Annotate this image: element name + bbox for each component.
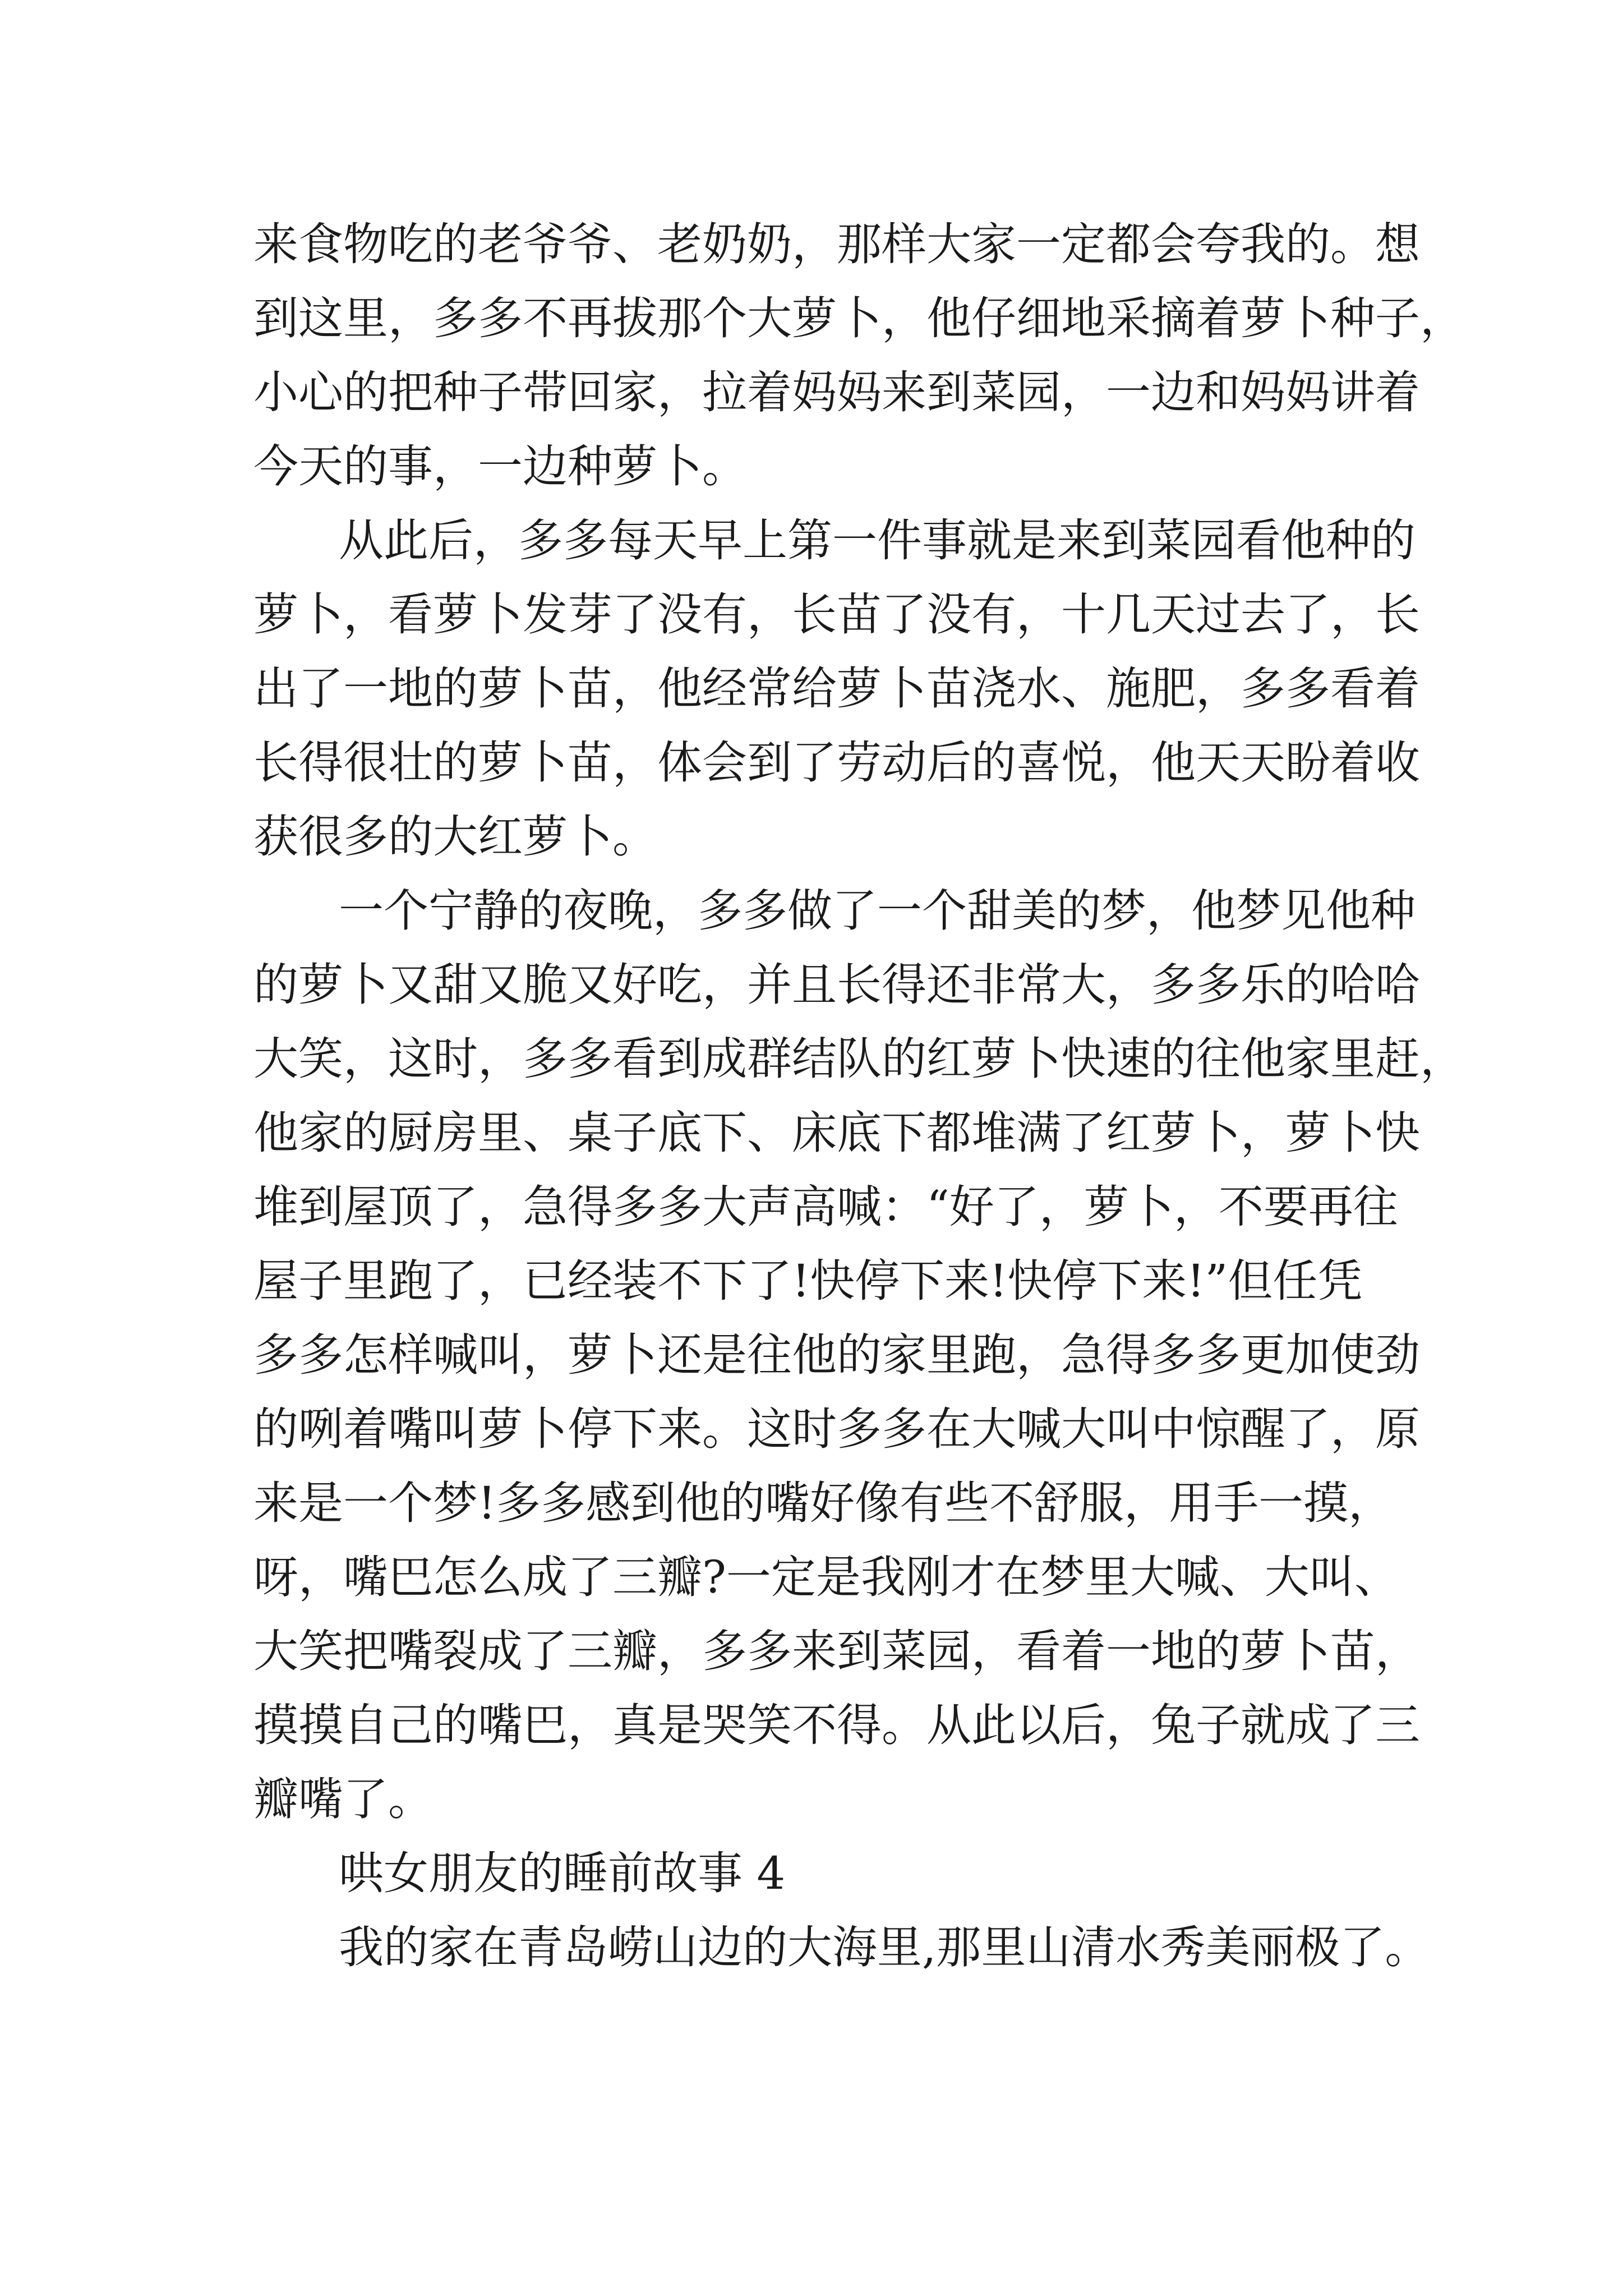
- text-line: 到这里，多多不再拔那个大萝卜，他仔细地采摘着萝卜种子，: [253, 292, 1465, 344]
- text-line: 的咧着嘴叫萝卜停下来。这时多多在大喊大叫中惊醒了，原: [253, 1403, 1420, 1455]
- text-line: 来食物吃的老爷爷、老奶奶，那样大家一定都会夸我的。想: [253, 218, 1420, 270]
- section-heading: 哄女朋友的睡前故事 4: [339, 1847, 786, 1899]
- document-body: [253, 208, 1465, 1985]
- text-line: 堆到屋顶了，急得多多大声高喊：“好了，萝卜，不要再往: [253, 1181, 1398, 1233]
- text-line: 大笑把嘴裂成了三瓣，多多来到菜园，看着一地的萝卜苗，: [253, 1625, 1420, 1677]
- text-line: 他家的厨房里、桌子底下、床底下都堆满了红萝卜，萝卜快: [253, 1107, 1420, 1159]
- text-line: 屋子里跑了，已经装不下了!快停下来!快停下来!”但任凭: [253, 1255, 1363, 1307]
- paragraph-first-line: 一个宁静的夜晚，多多做了一个甜美的梦，他梦见他种: [339, 885, 1415, 937]
- text-line: 今天的事，一边种萝卜。: [253, 440, 747, 493]
- text-line: 摸摸自己的嘴巴，真是哭笑不得。从此以后，兔子就成了三: [253, 1699, 1420, 1751]
- text-line: 获很多的大红萝卜。: [253, 811, 657, 863]
- text-line: 的萝卜又甜又脆又好吃，并且长得还非常大，多多乐的哈哈: [253, 959, 1420, 1011]
- text-line: 来是一个梦!多多感到他的嘴好像有些不舒服，用手一摸，: [253, 1477, 1394, 1529]
- text-line: 呀，嘴巴怎么成了三瓣?一定是我刚才在梦里大喊、大叫、: [253, 1551, 1399, 1603]
- text-line: 萝卜，看萝卜发芽了没有，长苗了没有，十几天过去了，长: [253, 588, 1420, 641]
- paragraph-first-line: 我的家在青岛崂山边的大海里,那里山清水秀美丽极了。: [339, 1921, 1430, 1973]
- text-line: 瓣嘴了。: [253, 1773, 433, 1825]
- text-line: 多多怎样喊叫，萝卜还是往他的家里跑，急得多多更加使劲: [253, 1329, 1420, 1381]
- text-line: 小心的把种子带回家，拉着妈妈来到菜园，一边和妈妈讲着: [253, 366, 1420, 418]
- text-line: 大笑，这时，多多看到成群结队的红萝卜快速的往他家里赶，: [253, 1033, 1465, 1085]
- text-line: 长得很壮的萝卜苗，体会到了劳动后的喜悦，他天天盼着收: [253, 737, 1420, 789]
- text-line: 出了一地的萝卜苗，他经常给萝卜苗浇水、施肥，多多看着: [253, 662, 1420, 715]
- paragraph-first-line: 从此后，多多每天早上第一件事就是来到菜园看他种的: [339, 514, 1415, 567]
